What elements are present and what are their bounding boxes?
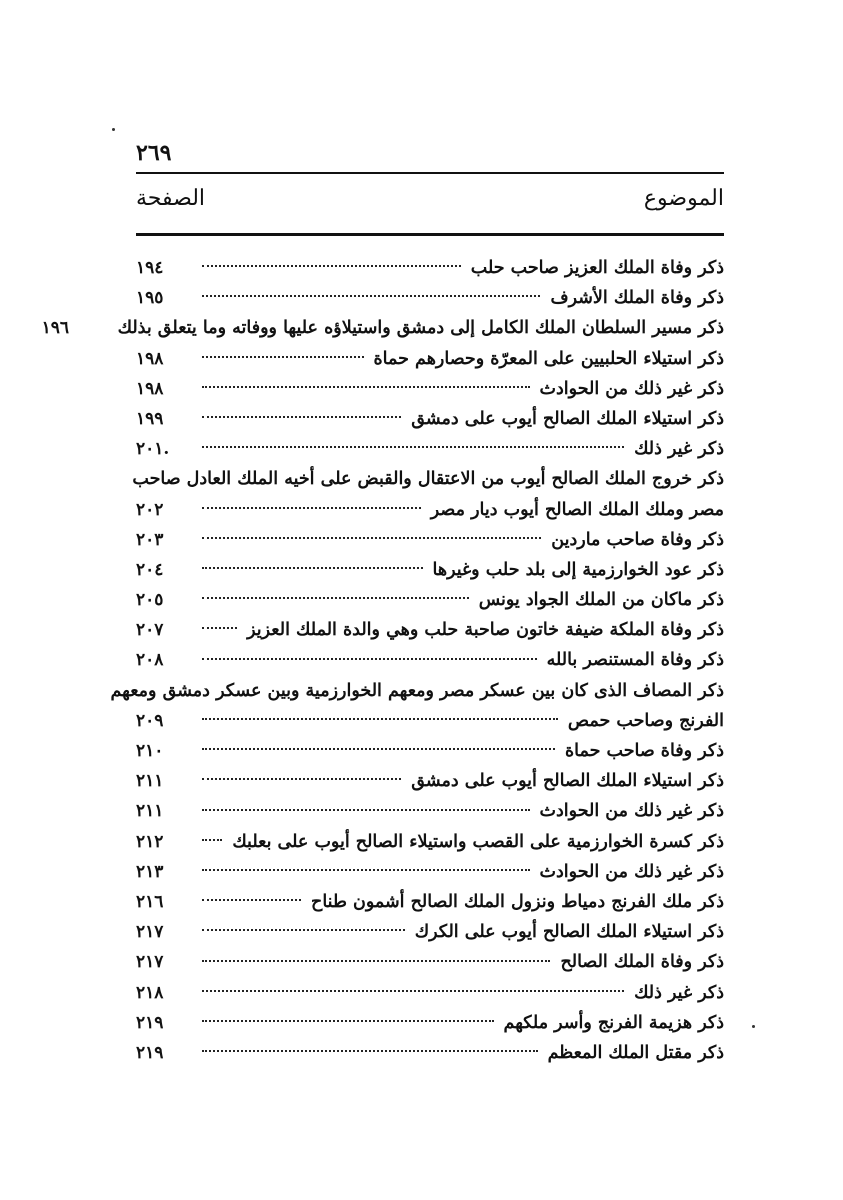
dot-leader [202, 356, 364, 358]
toc-entry [136, 947, 724, 977]
toc-entry-continuation [136, 495, 724, 525]
toc-entry [136, 645, 724, 675]
toc-entry-title: ذكر غير ذلك من الحوادث [539, 801, 724, 822]
toc-entry-page: ١٩٤ [136, 258, 164, 278]
toc-entry [136, 253, 724, 283]
scan-speck [752, 1025, 755, 1028]
toc-entry-title: ذكر عود الخوارزمية إلى بلد حلب وغيرها [432, 559, 724, 580]
toc-entry [136, 766, 724, 796]
toc-entry-title-continued: الفرنج وصاحب حمص [567, 710, 724, 731]
toc-entry-title: ذكر غير ذلك من الحوادث [539, 861, 724, 882]
dot-leader [202, 567, 423, 569]
dot-leader [202, 960, 550, 962]
top-rule [136, 172, 724, 174]
toc-entry-title: ذكر هزيمة الفرنج وأسر ملكهم [503, 1012, 724, 1033]
dot-leader [202, 507, 421, 509]
toc-entry [136, 434, 724, 464]
toc-entry-page: ٢١٨ [136, 982, 164, 1003]
toc-entry-title: ذكر وفاة الملك العزيز صاحب حلب [470, 258, 724, 278]
toc-entry [136, 796, 724, 826]
toc-entry-title: ذكر غير ذلك [634, 439, 724, 460]
toc-entry-page: ١٩٨ [136, 378, 164, 399]
toc-entry-page: ٢١٧ [136, 952, 164, 973]
scan-speck [112, 128, 115, 131]
toc-entry-title: ذكر وفاة الملكة ضيفة خاتون صاحبة حلب وهي والدة الملك العزيز [247, 620, 724, 641]
dot-leader [202, 869, 530, 871]
toc-entry-page: ٢١٣ [136, 861, 164, 882]
toc-entry-page: ١٩٨ [136, 348, 164, 369]
toc-entry-title: ذكر ملك الفرنج دمياط ونزول الملك الصالح أشمون طناح [311, 891, 724, 912]
dot-leader [202, 839, 222, 841]
toc-entry-page: ٢١١ [136, 771, 164, 792]
toc-entry-title: ذكر ماكان من الملك الجواد يونس [478, 590, 724, 611]
toc-entry-title: ذكر استيلاء الملك الصالح أيوب على دمشق [411, 771, 724, 792]
dot-leader [202, 416, 401, 418]
toc-entry [136, 283, 724, 313]
toc-entry-title: ذكر المصاف الذى كان بين عسكر مصر ومعهم الخوارزمية وبين عسكر دمشق ومعهم [110, 680, 724, 701]
toc-entry-page: ١٩٩ [136, 408, 164, 429]
toc-entry [136, 585, 724, 615]
toc-entry [41, 313, 724, 343]
toc-entry-title: ذكر وفاة صاحب ماردين [551, 529, 724, 550]
dot-leader [202, 990, 624, 992]
toc-entry-title: ذكر استيلاء الملك الصالح أيوب على دمشق [411, 408, 724, 429]
toc-entry-page: ٢١٢ [136, 831, 164, 852]
toc-entry [136, 978, 724, 1008]
toc-entry-page: ٢١٦ [136, 891, 164, 912]
toc-entry-page: ٢٠٨ [136, 650, 164, 671]
toc-entry-page: ١٩٥ [136, 288, 164, 309]
toc-entry-page: ٢١٩ [136, 1012, 164, 1033]
toc-entry-page: ٢٠٥ [136, 590, 164, 611]
dot-leader [202, 718, 558, 720]
toc-entry-title: ذكر خروج الملك الصالح أيوب من الاعتقال والقبض على أخيه الملك العادل صاحب [132, 469, 724, 490]
toc-entry-page: ٢٠٤ [136, 559, 164, 580]
dot-leader [202, 748, 555, 750]
dot-leader [202, 658, 537, 660]
toc-entry-title: ذكر استيلاء الحلبيين على المعرّة وحصارهم حماة [373, 348, 724, 369]
page-column-header: الصفحة [136, 186, 206, 211]
dot-leader [202, 778, 401, 780]
toc-entry-title: ذكر وفاة الملك الأشرف [550, 288, 724, 309]
toc-entry-title: ذكر غير ذلك من الحوادث [539, 378, 724, 399]
toc-entry-title: ذكر غير ذلك [634, 982, 724, 1003]
toc-entry [136, 917, 724, 947]
dot-leader [202, 899, 301, 901]
toc-entry-page: ٢١٠ [136, 741, 164, 762]
toc-entry [136, 374, 724, 404]
topic-column-header: الموضوع [643, 186, 724, 211]
toc-entry-title: ذكر وفاة صاحب حماة [564, 741, 724, 762]
toc-entry-title-continued: مصر وملك الملك الصالح أيوب ديار مصر [430, 499, 724, 520]
toc-entry [136, 1008, 724, 1038]
dot-leader [202, 537, 541, 539]
toc-entry-page: ٢١٧ [136, 922, 164, 943]
toc-entry [132, 464, 724, 524]
dot-leader [202, 1050, 538, 1052]
toc-entry-page: .٢٠١ [136, 439, 170, 460]
toc-entry-page: ٢١٩ [136, 1042, 164, 1063]
toc-entry-title: ذكر استيلاء الملك الصالح أيوب على الكرك [414, 922, 724, 943]
toc-entry [136, 1038, 724, 1068]
toc-entry-title: ذكر وفاة المستنصر بالله [546, 650, 724, 671]
dot-leader [202, 597, 469, 599]
dot-leader [202, 295, 540, 297]
toc-entry-page: ٢١١ [136, 801, 164, 822]
toc-entry [110, 676, 724, 736]
dot-leader [202, 265, 461, 267]
toc-entry-page: ٢٠٢ [136, 499, 164, 520]
toc-entry-page: ١٩٦ [41, 318, 69, 339]
toc-entry [136, 344, 724, 374]
toc-entry [136, 857, 724, 887]
dot-leader [202, 386, 530, 388]
dot-leader [202, 446, 624, 448]
toc-entry-title: ذكر مقتل الملك المعظم [547, 1042, 724, 1063]
toc-entry [136, 525, 724, 555]
toc-entry-page: ٢٠٩ [136, 710, 164, 731]
toc-entry-title: ذكر وفاة الملك الصالح [560, 952, 724, 973]
toc-entry-page: ٢٠٧ [136, 620, 164, 641]
toc-entry [136, 736, 724, 766]
toc-entry-continuation [136, 706, 724, 736]
header-rule [136, 233, 724, 236]
dot-leader [202, 1020, 494, 1022]
toc-entry-title: ذكر كسرة الخوارزمية على القصب واستيلاء الصالح أيوب على بعلبك [232, 831, 724, 852]
toc-entry [136, 615, 724, 645]
dot-leader [202, 929, 405, 931]
dot-leader [202, 809, 530, 811]
toc-entry [136, 555, 724, 585]
table-of-contents [41, 253, 724, 1068]
toc-entry [136, 404, 724, 434]
toc-entry-title: ذكر مسير السلطان الملك الكامل إلى دمشق واستيلاؤه عليها ووفاته وما يتعلق بذلك [117, 318, 724, 339]
toc-entry-page: ٢٠٣ [136, 529, 164, 550]
toc-entry [136, 887, 724, 917]
toc-entry [136, 827, 724, 857]
page-number: ٢٦٩ [136, 140, 172, 166]
dot-leader [202, 627, 237, 629]
